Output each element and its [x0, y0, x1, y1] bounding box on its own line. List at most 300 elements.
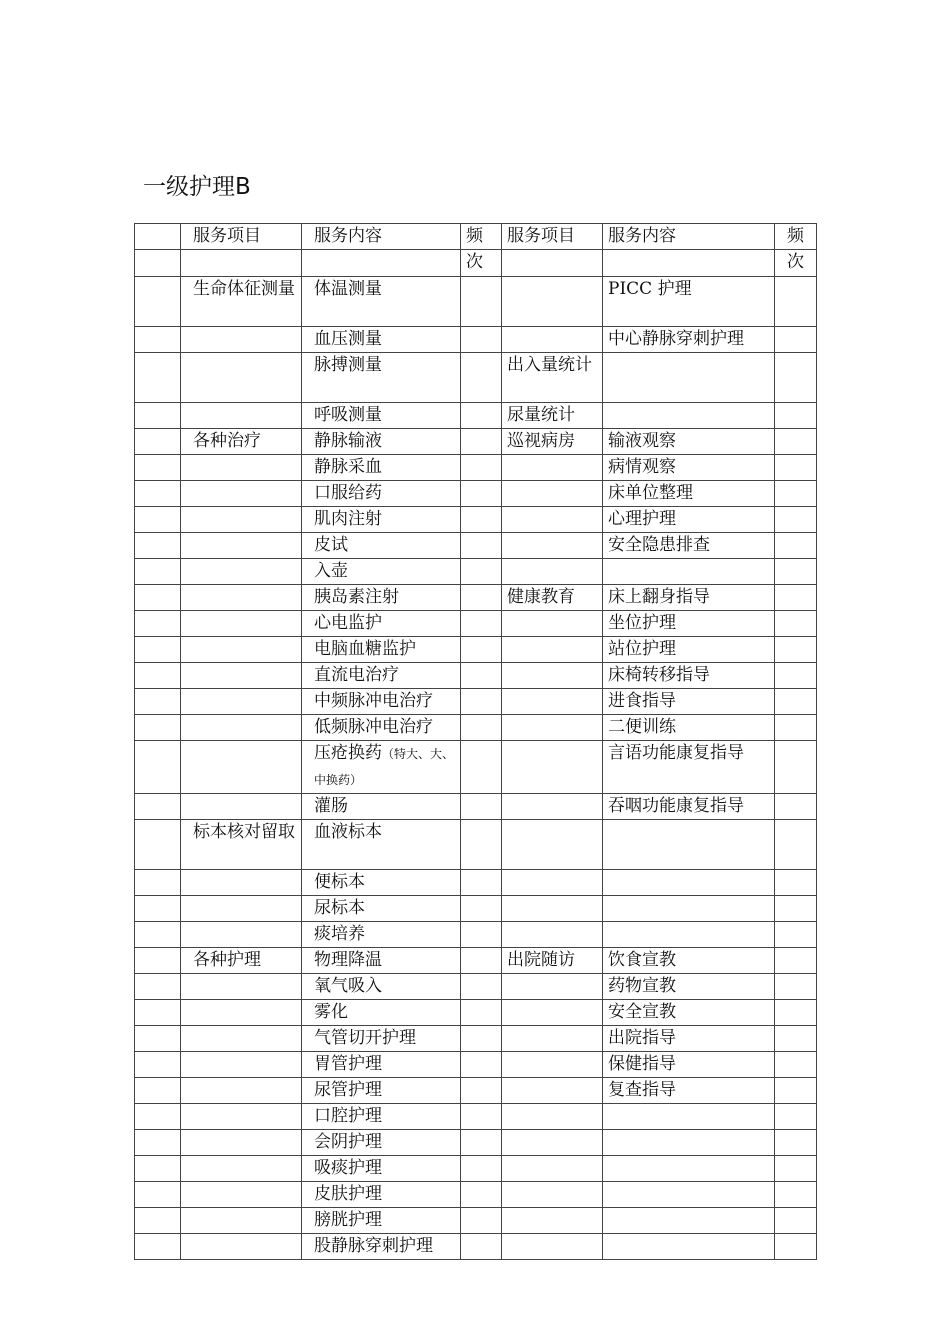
frequency-2-cell	[775, 663, 817, 689]
blank-cell	[135, 1078, 181, 1104]
frequency-cell	[461, 922, 502, 948]
table-row	[135, 429, 817, 455]
service-item-2-cell: 出院随访	[502, 948, 603, 974]
service-content-text: 吸痰护理	[314, 1158, 382, 1178]
service-item-cell	[181, 1130, 302, 1156]
service-content-2-cell	[603, 870, 775, 896]
frequency-cell	[461, 507, 502, 533]
frequency-cell	[461, 1052, 502, 1078]
service-content-2-cell	[603, 896, 775, 922]
frequency-cell	[461, 611, 502, 637]
service-content-2-cell: PICC 护理	[603, 277, 775, 327]
frequency-2-cell	[775, 507, 817, 533]
frequency-cell	[461, 948, 502, 974]
frequency-cell	[461, 353, 502, 403]
service-content-text: 物理降温	[314, 950, 382, 970]
service-item-cell	[181, 1234, 302, 1260]
header-row	[135, 224, 817, 250]
table-row	[135, 1104, 817, 1130]
service-content-cell	[302, 353, 461, 403]
service-content-cell	[302, 689, 461, 715]
service-content-cell	[302, 507, 461, 533]
blank-cell	[181, 250, 302, 277]
blank-cell	[135, 224, 181, 250]
table-row	[135, 663, 817, 689]
service-item-2-cell	[502, 1208, 603, 1234]
service-item-2-cell	[502, 1078, 603, 1104]
frequency-cell	[461, 896, 502, 922]
frequency-2-cell	[775, 1208, 817, 1234]
service-item-2-cell	[502, 481, 603, 507]
service-content-2-cell: 坐位护理	[603, 611, 775, 637]
service-item-2-cell	[502, 794, 603, 820]
service-item-cell	[181, 559, 302, 585]
service-content-text: 血液标本	[314, 822, 382, 842]
service-content-2-cell: 中心静脉穿刺护理	[603, 327, 775, 353]
blank-cell	[135, 741, 181, 794]
blank-cell	[135, 948, 181, 974]
service-content-cell	[302, 533, 461, 559]
service-item-2-cell	[502, 715, 603, 741]
frequency-cell	[461, 974, 502, 1000]
service-content-text: 皮试	[314, 535, 348, 555]
service-item-2-cell	[502, 277, 603, 327]
frequency-2-cell	[775, 327, 817, 353]
service-item-2-cell	[502, 1182, 603, 1208]
frequency-2-cell	[775, 277, 817, 327]
service-content-2-cell: 站位护理	[603, 637, 775, 663]
service-content-text: 灌肠	[314, 796, 348, 816]
table-row	[135, 715, 817, 741]
frequency-2-cell	[775, 948, 817, 974]
service-content-text: 脉搏测量	[314, 355, 382, 375]
blank-cell	[135, 507, 181, 533]
blank-cell	[135, 974, 181, 1000]
service-content-2-cell	[603, 1104, 775, 1130]
table-row	[135, 455, 817, 481]
table-row	[135, 403, 817, 429]
frequency-2-cell	[775, 1000, 817, 1026]
blank-cell	[135, 455, 181, 481]
frequency-2-cell	[775, 1234, 817, 1260]
frequency-2-cell	[775, 741, 817, 794]
table-row	[135, 1026, 817, 1052]
service-item-cell	[181, 870, 302, 896]
blank-cell	[135, 353, 181, 403]
frequency-cell	[461, 1000, 502, 1026]
frequency-2-cell	[775, 1026, 817, 1052]
service-content-cell	[302, 1052, 461, 1078]
table-row	[135, 1000, 817, 1026]
frequency-2-cell	[775, 794, 817, 820]
blank-cell	[135, 403, 181, 429]
service-content-2-cell: 二便训练	[603, 715, 775, 741]
frequency-2-cell	[775, 870, 817, 896]
blank-cell	[135, 1156, 181, 1182]
table-row	[135, 948, 817, 974]
service-item-cell	[181, 896, 302, 922]
service-content-2-cell	[603, 820, 775, 870]
service-content-cell	[302, 277, 461, 327]
service-item-2-cell	[502, 1234, 603, 1260]
service-content-2-cell: 床椅转移指导	[603, 663, 775, 689]
service-content-text: 中频脉冲电治疗	[314, 691, 433, 711]
blank-cell	[135, 559, 181, 585]
service-item-cell	[181, 1208, 302, 1234]
blank-cell	[502, 250, 603, 277]
service-content-cell	[302, 715, 461, 741]
service-content-cell	[302, 1234, 461, 1260]
frequency-cell	[461, 1026, 502, 1052]
service-content-2-cell: 进食指导	[603, 689, 775, 715]
service-item-2-cell: 出入量统计	[502, 353, 603, 403]
table-row	[135, 1130, 817, 1156]
service-item-2-cell	[502, 1104, 603, 1130]
service-content-text: 心电监护	[314, 613, 382, 633]
service-content-text: 直流电治疗	[314, 665, 399, 685]
service-item-2-cell	[502, 1000, 603, 1026]
service-item-2-cell	[502, 1026, 603, 1052]
service-item-cell	[181, 481, 302, 507]
service-content-text: 氧气吸入	[314, 976, 382, 996]
service-item-cell	[181, 585, 302, 611]
blank-cell	[603, 250, 775, 277]
service-content-cell	[302, 1104, 461, 1130]
frequency-cell	[461, 327, 502, 353]
service-content-cell	[302, 455, 461, 481]
frequency-cell	[461, 663, 502, 689]
service-item-2-cell	[502, 870, 603, 896]
frequency-2-cell	[775, 429, 817, 455]
frequency-2-cell	[775, 1078, 817, 1104]
service-content-cell	[302, 559, 461, 585]
frequency-2-cell	[775, 585, 817, 611]
blank-cell	[135, 429, 181, 455]
service-item-cell: 标本核对留取	[181, 820, 302, 870]
service-content-cell	[302, 820, 461, 870]
service-content-text: 股静脉穿刺护理	[314, 1236, 433, 1256]
frequency-cell	[461, 1182, 502, 1208]
frequency-cell	[461, 741, 502, 794]
service-content-2-cell: 病情观察	[603, 455, 775, 481]
service-item-2-cell	[502, 896, 603, 922]
blank-cell	[135, 715, 181, 741]
blank-cell	[135, 250, 181, 277]
frequency-2-cell	[775, 559, 817, 585]
service-content-text: 尿标本	[314, 898, 365, 918]
frequency-cell	[461, 585, 502, 611]
service-content-cell	[302, 870, 461, 896]
service-item-2-cell	[502, 327, 603, 353]
service-content-2-cell: 药物宣教	[603, 974, 775, 1000]
table-row	[135, 870, 817, 896]
service-content-cell	[302, 1156, 461, 1182]
service-item-2-cell: 尿量统计	[502, 403, 603, 429]
header-frequency-cont: 次	[461, 250, 502, 277]
service-content-text: 静脉采血	[314, 457, 382, 477]
service-content-2-cell	[603, 559, 775, 585]
service-content-text: 电脑血糖监护	[314, 639, 416, 659]
service-item-2-cell	[502, 1156, 603, 1182]
service-content-cell	[302, 922, 461, 948]
table-row	[135, 820, 817, 870]
table-row	[135, 533, 817, 559]
frequency-cell	[461, 1078, 502, 1104]
service-item-2-cell	[502, 974, 603, 1000]
frequency-2-cell	[775, 896, 817, 922]
service-content-2-cell	[603, 1156, 775, 1182]
service-item-cell	[181, 533, 302, 559]
blank-cell	[135, 820, 181, 870]
service-content-cell	[302, 429, 461, 455]
table-row	[135, 277, 817, 327]
service-content-2-cell	[603, 1234, 775, 1260]
frequency-2-cell	[775, 533, 817, 559]
frequency-cell	[461, 715, 502, 741]
service-item-cell	[181, 637, 302, 663]
service-content-text: 雾化	[314, 1002, 348, 1022]
page-title: 一级护理B	[143, 174, 251, 200]
table-row	[135, 327, 817, 353]
service-item-cell	[181, 507, 302, 533]
service-item-cell: 生命体征测量	[181, 277, 302, 327]
service-item-2-cell: 巡视病房	[502, 429, 603, 455]
frequency-cell	[461, 794, 502, 820]
service-item-2-cell	[502, 689, 603, 715]
service-item-cell	[181, 1104, 302, 1130]
service-content-text: 便标本	[314, 872, 365, 892]
service-content-2-cell: 心理护理	[603, 507, 775, 533]
service-item-cell	[181, 1000, 302, 1026]
service-item-cell	[181, 403, 302, 429]
service-content-text: 胃管护理	[314, 1054, 382, 1074]
frequency-2-cell	[775, 820, 817, 870]
service-item-2-cell	[502, 455, 603, 481]
service-content-cell	[302, 1000, 461, 1026]
frequency-cell	[461, 1104, 502, 1130]
service-content-2-cell: 言语功能康复指导	[603, 741, 775, 794]
service-item-cell	[181, 455, 302, 481]
service-content-2-cell: 安全宣教	[603, 1000, 775, 1026]
service-content-note: （特大、大、中换药）	[314, 747, 455, 787]
frequency-2-cell	[775, 922, 817, 948]
service-content-cell	[302, 741, 461, 794]
service-item-cell	[181, 327, 302, 353]
table-row	[135, 559, 817, 585]
service-content-text: 口服给药	[314, 483, 382, 503]
blank-cell	[135, 277, 181, 327]
service-content-2-cell: 保健指导	[603, 1052, 775, 1078]
service-item-cell	[181, 663, 302, 689]
blank-cell	[135, 637, 181, 663]
service-item-cell	[181, 1182, 302, 1208]
service-content-text: 肌肉注射	[314, 509, 382, 529]
frequency-cell	[461, 870, 502, 896]
frequency-cell	[461, 820, 502, 870]
table-row	[135, 741, 817, 794]
service-content-2-cell	[603, 922, 775, 948]
service-content-text: 低频脉冲电治疗	[314, 717, 433, 737]
blank-cell	[135, 1234, 181, 1260]
table-row	[135, 1078, 817, 1104]
service-item-2-cell	[502, 533, 603, 559]
service-content-text: 皮肤护理	[314, 1184, 382, 1204]
blank-cell	[135, 327, 181, 353]
frequency-cell	[461, 1234, 502, 1260]
service-content-2-cell	[603, 353, 775, 403]
service-item-cell	[181, 1026, 302, 1052]
frequency-2-cell	[775, 1104, 817, 1130]
service-content-cell	[302, 1078, 461, 1104]
blank-cell	[135, 663, 181, 689]
service-item-2-cell	[502, 663, 603, 689]
service-content-cell	[302, 794, 461, 820]
table-row	[135, 689, 817, 715]
table-row	[135, 637, 817, 663]
service-item-cell	[181, 611, 302, 637]
frequency-2-cell	[775, 455, 817, 481]
service-content-cell	[302, 1130, 461, 1156]
service-content-text: 静脉输液	[314, 431, 382, 451]
table-row	[135, 922, 817, 948]
frequency-2-cell	[775, 1156, 817, 1182]
frequency-2-cell	[775, 689, 817, 715]
service-content-cell	[302, 948, 461, 974]
frequency-2-cell	[775, 353, 817, 403]
service-item-2-cell	[502, 559, 603, 585]
table-row	[135, 794, 817, 820]
service-content-cell	[302, 1182, 461, 1208]
header-service-content: 服务内容	[302, 224, 461, 250]
service-content-text: 呼吸测量	[314, 405, 382, 425]
header-service-item-2: 服务项目	[502, 224, 603, 250]
service-content-text: 膀胱护理	[314, 1210, 382, 1230]
service-content-2-cell	[603, 403, 775, 429]
service-content-cell	[302, 663, 461, 689]
service-content-2-cell: 安全隐患排查	[603, 533, 775, 559]
blank-cell	[135, 611, 181, 637]
header-row-cont	[135, 250, 817, 277]
blank-cell	[135, 1208, 181, 1234]
service-content-cell	[302, 1208, 461, 1234]
service-content-2-cell	[603, 1130, 775, 1156]
service-content-cell	[302, 585, 461, 611]
frequency-2-cell	[775, 715, 817, 741]
service-item-cell	[181, 1156, 302, 1182]
frequency-cell	[461, 637, 502, 663]
service-item-2-cell	[502, 922, 603, 948]
service-content-cell	[302, 403, 461, 429]
blank-cell	[135, 870, 181, 896]
blank-cell	[135, 481, 181, 507]
service-item-cell	[181, 1078, 302, 1104]
service-item-cell	[181, 741, 302, 794]
service-content-cell	[302, 974, 461, 1000]
service-item-cell	[181, 974, 302, 1000]
frequency-cell	[461, 429, 502, 455]
header-frequency: 频	[461, 224, 502, 250]
header-frequency-2: 频	[775, 224, 817, 250]
service-item-cell	[181, 715, 302, 741]
frequency-cell	[461, 1156, 502, 1182]
service-item-cell	[181, 922, 302, 948]
service-content-2-cell: 输液观察	[603, 429, 775, 455]
blank-cell	[135, 1130, 181, 1156]
service-content-text: 尿管护理	[314, 1080, 382, 1100]
blank-cell	[135, 794, 181, 820]
frequency-2-cell	[775, 403, 817, 429]
table-row	[135, 974, 817, 1000]
frequency-2-cell	[775, 1130, 817, 1156]
blank-cell	[135, 1000, 181, 1026]
service-item-2-cell	[502, 611, 603, 637]
service-content-2-cell: 吞咽功能康复指导	[603, 794, 775, 820]
service-item-2-cell: 健康教育	[502, 585, 603, 611]
service-content-2-cell	[603, 1182, 775, 1208]
service-content-text: 血压测量	[314, 329, 382, 349]
service-content-2-cell: 床单位整理	[603, 481, 775, 507]
service-item-2-cell	[502, 741, 603, 794]
frequency-2-cell	[775, 637, 817, 663]
service-content-2-cell: 饮食宣教	[603, 948, 775, 974]
frequency-cell	[461, 559, 502, 585]
frequency-cell	[461, 455, 502, 481]
service-item-2-cell	[502, 820, 603, 870]
service-content-cell	[302, 1026, 461, 1052]
service-item-2-cell	[502, 507, 603, 533]
service-content-cell	[302, 637, 461, 663]
service-content-text: 胰岛素注射	[314, 587, 399, 607]
table-row	[135, 1156, 817, 1182]
table-row	[135, 1182, 817, 1208]
header-service-item: 服务项目	[181, 224, 302, 250]
frequency-cell	[461, 403, 502, 429]
service-table	[134, 223, 817, 1260]
service-content-cell	[302, 611, 461, 637]
frequency-cell	[461, 481, 502, 507]
blank-cell	[135, 689, 181, 715]
service-item-2-cell	[502, 1052, 603, 1078]
table-row	[135, 611, 817, 637]
frequency-cell	[461, 1208, 502, 1234]
frequency-2-cell	[775, 611, 817, 637]
blank-cell	[135, 922, 181, 948]
table-row	[135, 481, 817, 507]
table-row	[135, 353, 817, 403]
blank-cell	[135, 1182, 181, 1208]
table-row	[135, 1052, 817, 1078]
blank-cell	[135, 585, 181, 611]
blank-cell	[135, 1052, 181, 1078]
header-frequency-2-cont: 次	[775, 250, 817, 277]
frequency-2-cell	[775, 1052, 817, 1078]
table-row	[135, 1234, 817, 1260]
service-content-text: 气管切开护理	[314, 1028, 416, 1048]
blank-cell	[135, 896, 181, 922]
blank-cell	[135, 533, 181, 559]
blank-cell	[135, 1026, 181, 1052]
service-content-2-cell: 床上翻身指导	[603, 585, 775, 611]
service-item-cell	[181, 794, 302, 820]
frequency-cell	[461, 277, 502, 327]
service-content-2-cell	[603, 1208, 775, 1234]
service-content-text: 压疮换药	[314, 743, 382, 763]
table-row	[135, 507, 817, 533]
frequency-cell	[461, 533, 502, 559]
service-item-cell: 各种治疗	[181, 429, 302, 455]
service-content-text: 体温测量	[314, 279, 382, 299]
frequency-cell	[461, 1130, 502, 1156]
